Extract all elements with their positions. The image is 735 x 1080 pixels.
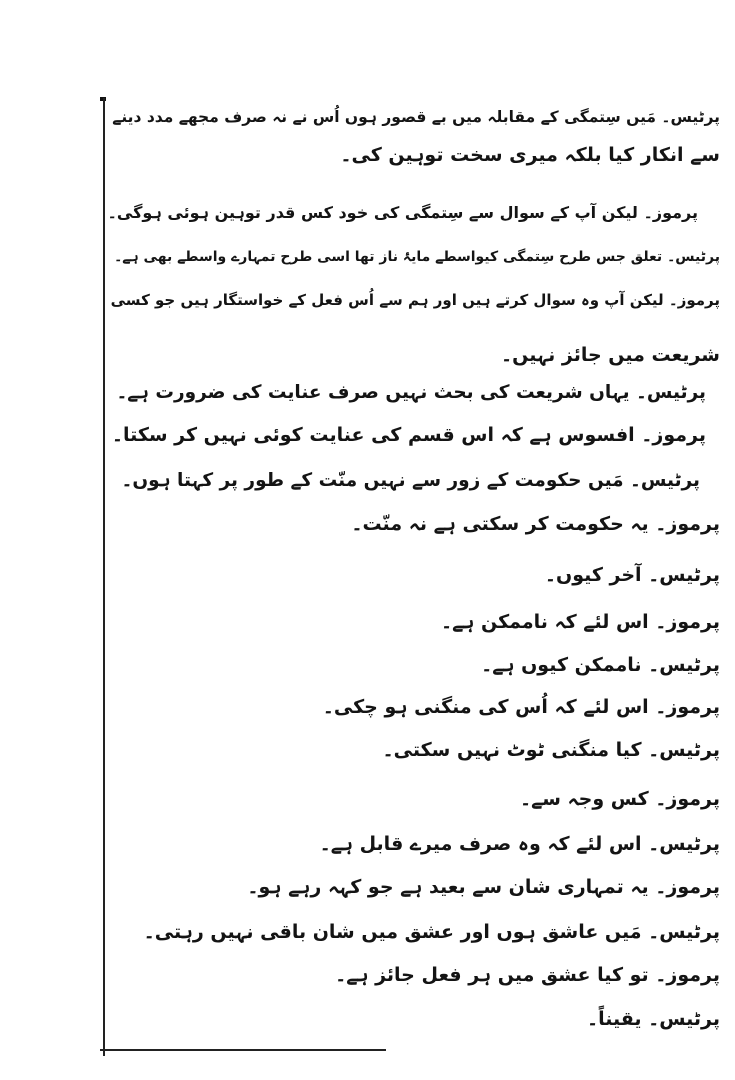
dialogue-line: پرٹیس۔ کیا منگنی ٹوٹ نہیں سکتی۔	[382, 739, 720, 761]
dialogue-line: پرٹیس۔ مَیں سِتمگی کے مقابلہ میں بے قصور ہوں اُس نے نہ صرف مجھے مدد دینے	[112, 108, 720, 126]
dialogue-line: پرٹیس۔ آخر کیوں۔	[544, 564, 720, 586]
dialogue-line: پرموز۔ یہ تمہاری شان سے بعید ہے جو کہہ رہے ہو۔	[247, 876, 720, 898]
dialogue-line: پرٹیس۔ ناممکن کیوں ہے۔	[481, 654, 720, 676]
dialogue-line: پرموز۔ تو کیا عشق میں ہر فعل جائز ہے۔	[335, 964, 720, 986]
dialogue-line: پرموز۔ افسوس ہے کہ اس قسم کی عنایت کوئی نہیں کر سکتا۔	[111, 424, 706, 446]
dialogue-line: پرٹیس۔ تعلق جس طرح سِتمگی کیواسطے مایۂ ناز تھا اسی طرح تمہارے واسطے بھی ہے۔	[114, 249, 720, 265]
left-margin-rule	[103, 98, 105, 1056]
dialogue-line: سے انکار کیا بلکہ میری سخت توہین کی۔	[340, 144, 720, 166]
dialogue-line: پرموز۔ لیکن آپ وہ سوال کرتے ہیں اور ہم سے اُس فعل کے خواستگار ہیں جو کسی	[110, 291, 720, 309]
dialogue-line: پرموز۔ کس وجہ سے۔	[519, 788, 720, 810]
dialogue-line: پرٹیس۔ یہاں شریعت کی بحث نہیں صرف عنایت کی ضرورت ہے۔	[116, 382, 706, 403]
dialogue-line: پرٹیس۔ مَیں حکومت کے زور سے نہیں منّت کے طور پر کہتا ہوں۔	[121, 470, 700, 491]
dialogue-line: پرموز۔ لیکن آپ کے سوال سے سِتمگی کی خود کس قدر توہین ہوئی ہوگی۔	[107, 203, 698, 222]
bottom-rule	[100, 1049, 386, 1051]
dialogue-line: پرٹیس۔ اس لئے کہ وہ صرف میرے قابل ہے۔	[319, 833, 720, 855]
dialogue-line: پرموز۔ اس لئے کہ اُس کی منگنی ہو چکی۔	[322, 696, 720, 718]
dialogue-line: پرموز۔ اس لئے کہ ناممکن ہے۔	[440, 611, 720, 633]
dialogue-line: شریعت میں جائز نہیں۔	[501, 344, 720, 366]
dialogue-line: پرٹیس۔ یقیناً۔	[586, 1008, 720, 1030]
dialogue-line: پرموز۔ یہ حکومت کر سکتی ہے نہ منّت۔	[351, 513, 720, 535]
dialogue-line: پرٹیس۔ مَیں عاشق ہوں اور عشق میں شان باقی نہیں رہتی۔	[143, 921, 720, 943]
